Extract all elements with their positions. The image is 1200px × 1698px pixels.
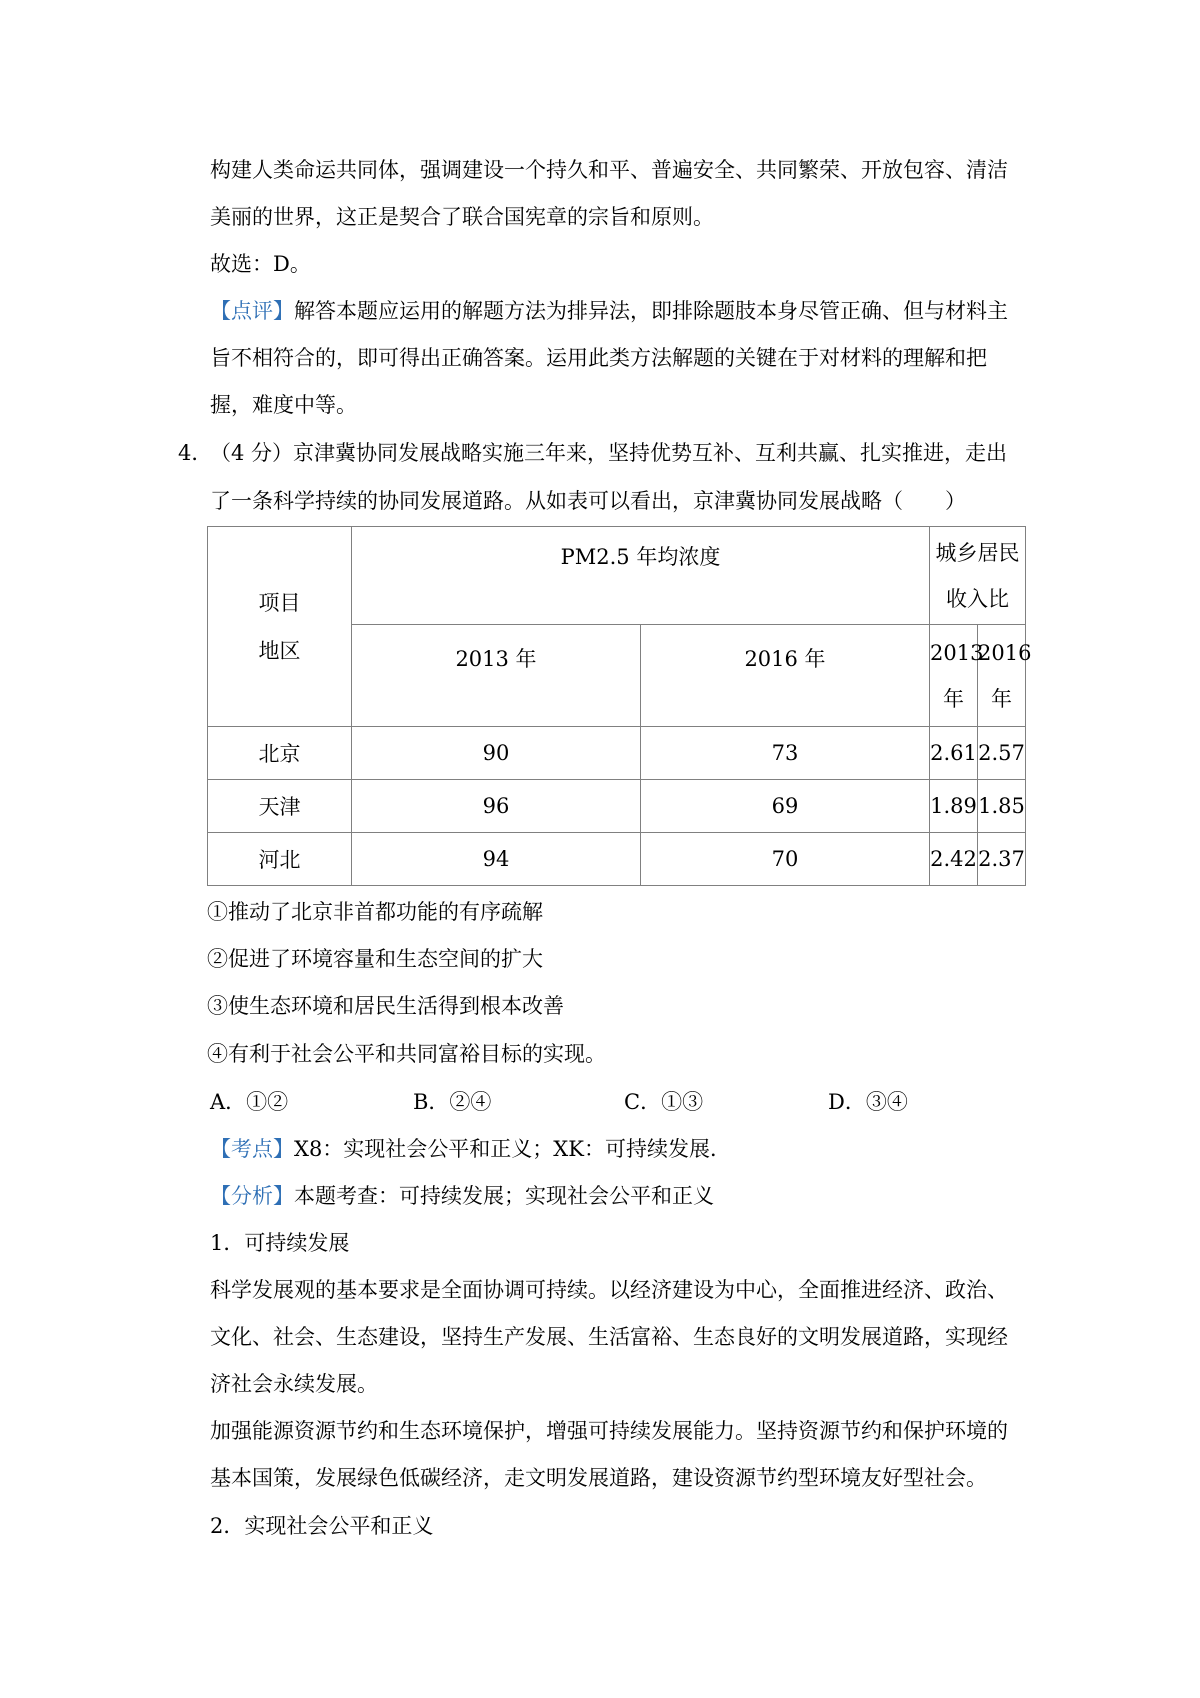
- pm-income-table: [207, 526, 1032, 886]
- section-1-para-1-line-1: 科学发展观的基本要求是全面协调可持续。以经济建设为中心，全面推进经济、政治、: [210, 1278, 1008, 1302]
- table-row: [208, 727, 1026, 780]
- section-1-para-2-line-2: 基本国策，发展绿色低碳经济，走文明发展道路，建设资源节约型环境友好型社会。: [210, 1466, 987, 1490]
- question-line-2: 了一条科学持续的协同发展道路。从如表可以看出，京津冀协同发展战略（ ）: [210, 489, 966, 513]
- kaodian-tag: 【考点】: [210, 1137, 294, 1161]
- review-line-1: [210, 296, 1030, 326]
- pm-year-2016: 2016 年: [641, 625, 930, 727]
- pm2016-cell: 70: [641, 833, 930, 886]
- ratio-header-line-2: 收入比: [946, 586, 1009, 611]
- region-cell: 河北: [208, 833, 352, 886]
- corner-region-label: 地区: [258, 638, 301, 663]
- table-corner-cell: [208, 527, 352, 727]
- statement-1: ①推动了北京非首都功能的有序疏解: [207, 900, 543, 924]
- statement-4: ④有利于社会公平和共同富裕目标的实现。: [207, 1042, 606, 1066]
- table-row: [208, 780, 1026, 833]
- prev-answer-line-2: 美丽的世界，这正是契合了联合国宪章的宗旨和原则。: [210, 205, 714, 229]
- corner-item-label: 项目: [258, 590, 301, 615]
- statement-2: ②促进了环境容量和生态空间的扩大: [207, 947, 543, 971]
- kaodian-line: [210, 1134, 1030, 1164]
- pm-header-cell: PM2.5 年均浓度: [352, 527, 930, 625]
- region-cell: 天津: [208, 780, 352, 833]
- ratio2016-cell: 2.37: [978, 833, 1026, 886]
- section-1-title: 1．可持续发展: [210, 1231, 350, 1255]
- option-a: A．①②: [210, 1090, 289, 1114]
- section-1-para-1-line-2: 文化、社会、生态建设，坚持生产发展、生活富裕、生态良好的文明发展道路，实现经: [210, 1325, 1008, 1349]
- kaodian-text: X8：实现社会公平和正义；XK：可持续发展．: [294, 1137, 731, 1161]
- prev-answer-line-1: 构建人类命运共同体，强调建设一个持久和平、普遍安全、共同繁荣、开放包容、清洁: [210, 158, 1008, 182]
- ratio-year-2016-num: 2016: [978, 640, 1032, 665]
- pm2016-cell: 73: [641, 727, 930, 780]
- statement-3: ③使生态环境和居民生活得到根本改善: [207, 994, 564, 1018]
- pm2013-cell: 94: [352, 833, 641, 886]
- prev-answer-choice: 故选：D。: [210, 252, 311, 276]
- ratio-header-line-1: 城乡居民: [935, 540, 1020, 565]
- pm2013-cell: 96: [352, 780, 641, 833]
- table-row: [208, 833, 1026, 886]
- option-d: D．③④: [828, 1090, 908, 1114]
- ratio-header-cell: [930, 527, 1026, 625]
- review-line-2: 旨不相符合的，即可得出正确答案。运用此类方法解题的关键在于对材料的理解和把: [210, 346, 987, 370]
- ratio2016-cell: 2.57: [978, 727, 1026, 780]
- ratio-year-2013-num: 2013: [930, 640, 984, 665]
- pm2013-cell: 90: [352, 727, 641, 780]
- fenxi-tag: 【分析】: [210, 1184, 294, 1208]
- ratio-year-2013: [930, 625, 984, 727]
- review-text-1: 解答本题应运用的解题方法为排异法，即排除题肢本身尽管正确、但与材料主: [294, 299, 1008, 323]
- ratio-year-2013-unit: 年: [943, 686, 964, 711]
- region-cell: 北京: [208, 727, 352, 780]
- section-1-para-2-line-1: 加强能源资源节约和生态环境保护，增强可持续发展能力。坚持资源节约和保护环境的: [210, 1419, 1008, 1443]
- fenxi-text: 本题考查：可持续发展；实现社会公平和正义: [294, 1184, 714, 1208]
- section-1-para-1-line-3: 济社会永续发展。: [210, 1372, 378, 1396]
- review-tag: 【点评】: [210, 299, 294, 323]
- pm2016-cell: 69: [641, 780, 930, 833]
- option-c: C．①③: [624, 1090, 704, 1114]
- ratio-year-2016: [978, 625, 1032, 727]
- ratio2013-cell: 2.61: [930, 727, 978, 780]
- ratio-year-2016-unit: 年: [991, 686, 1012, 711]
- fenxi-line: [210, 1181, 1030, 1211]
- pm-year-2013: 2013 年: [352, 625, 641, 727]
- question-line-1: （4 分）京津冀协同发展战略实施三年来，坚持优势互补、互利共赢、扎实推进，走出: [210, 441, 1008, 465]
- question-number: 4．: [178, 441, 213, 465]
- ratio2013-cell: 2.42: [930, 833, 978, 886]
- review-line-3: 握，难度中等。: [210, 393, 357, 417]
- ratio2013-cell: 1.89: [930, 780, 978, 833]
- option-b: B．②④: [413, 1090, 492, 1114]
- section-2-title: 2．实现社会公平和正义: [210, 1514, 434, 1538]
- ratio2016-cell: 1.85: [978, 780, 1026, 833]
